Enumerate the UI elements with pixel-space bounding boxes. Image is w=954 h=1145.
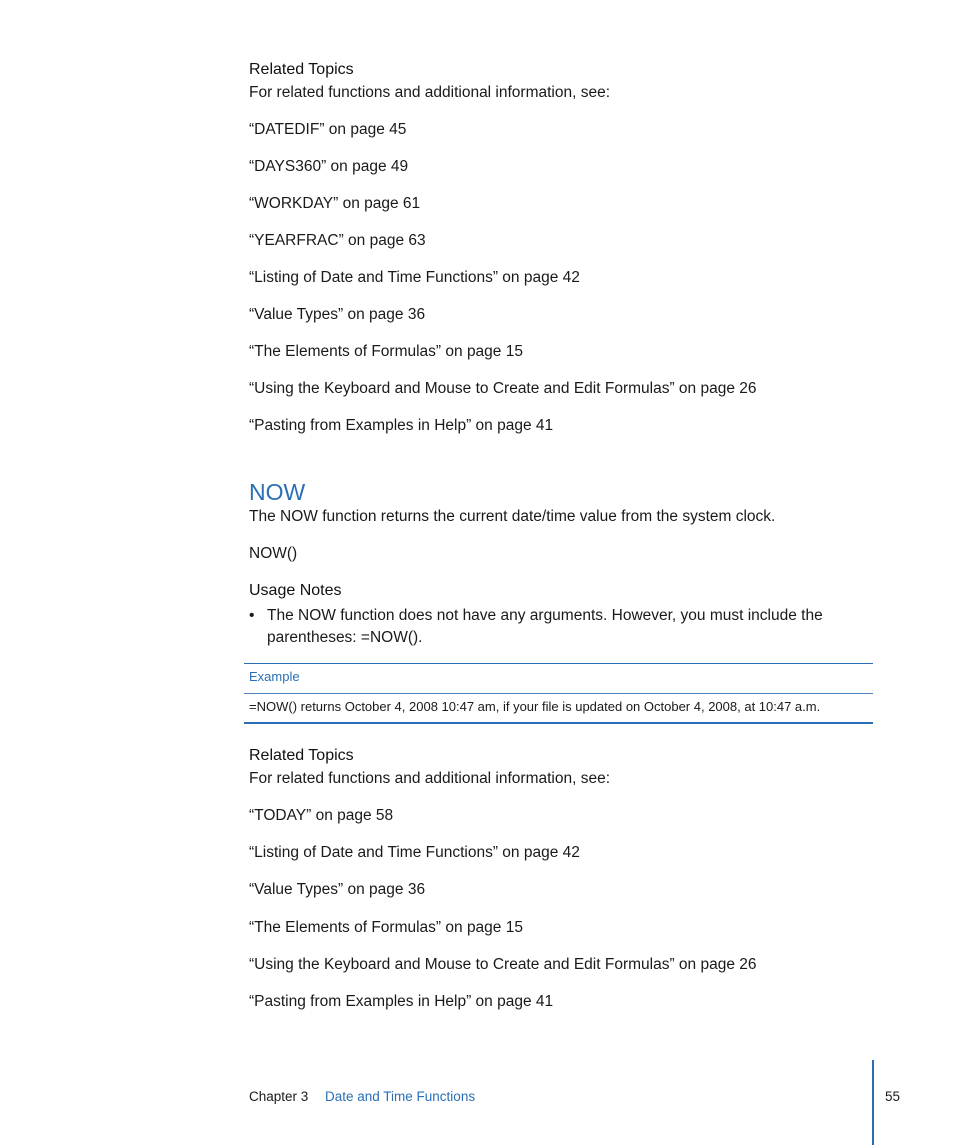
related-link-pasting-examples-2[interactable]: “Pasting from Examples in Help” on page 41: [249, 993, 554, 1010]
syntax-arguments: (): [286, 545, 298, 562]
related-topics-heading-2: Related Topics: [249, 747, 354, 764]
example-middle-rule: [244, 693, 873, 694]
related-link-elements-of-formulas-2[interactable]: “The Elements of Formulas” on page 15: [249, 919, 523, 936]
related-link-workday[interactable]: “WORKDAY” on page 61: [249, 195, 421, 212]
related-link-value-types[interactable]: “Value Types” on page 36: [249, 306, 426, 323]
footer-chapter: Chapter 3: [249, 1089, 309, 1104]
related-link-keyboard-mouse[interactable]: “Using the Keyboard and Mouse to Create and Edit Formulas” on page 26: [249, 380, 757, 397]
syntax-function-name: NOW: [249, 545, 287, 562]
related-link-listing-date-time-2[interactable]: “Listing of Date and Time Functions” on page 42: [249, 844, 580, 861]
related-link-days360[interactable]: “DAYS360” on page 49: [249, 158, 409, 175]
example-bottom-rule: [244, 722, 873, 724]
related-topics-intro-2: For related functions and additional information, see:: [249, 770, 611, 787]
related-link-yearfrac[interactable]: “YEARFRAC” on page 63: [249, 232, 426, 249]
example-top-rule: [244, 663, 873, 664]
now-description: The NOW function returns the current date/time value from the system clock.: [249, 508, 776, 525]
now-syntax: [249, 544, 297, 564]
footer-divider: [872, 1060, 874, 1145]
bullet-icon: •: [249, 607, 255, 624]
usage-note-text: The NOW function does not have any arguments. However, you must include the parentheses: =NOW().: [267, 607, 823, 646]
now-section-title: NOW: [249, 479, 306, 505]
related-link-pasting-examples[interactable]: “Pasting from Examples in Help” on page 41: [249, 417, 554, 434]
related-link-elements-of-formulas[interactable]: “The Elements of Formulas” on page 15: [249, 343, 523, 360]
related-link-keyboard-mouse-2[interactable]: “Using the Keyboard and Mouse to Create and Edit Formulas” on page 26: [249, 956, 757, 973]
usage-note-item: [249, 605, 869, 651]
related-topics-intro: For related functions and additional information, see:: [249, 84, 611, 101]
footer-chapter-title: Date and Time Functions: [325, 1089, 476, 1104]
related-link-listing-date-time[interactable]: “Listing of Date and Time Functions” on page 42: [249, 269, 580, 286]
page-number: 55: [885, 1089, 901, 1104]
related-link-today[interactable]: “TODAY” on page 58: [249, 807, 394, 824]
usage-notes-heading: Usage Notes: [249, 582, 342, 599]
related-link-value-types-2[interactable]: “Value Types” on page 36: [249, 881, 426, 898]
example-label: Example: [249, 669, 300, 684]
example-text: =NOW() returns October 4, 2008 10:47 am, if your file is updated on October 4, 2008, at 10:47 a.m.: [249, 699, 821, 714]
related-topics-heading: Related Topics: [249, 61, 354, 78]
related-link-datedif[interactable]: “DATEDIF” on page 45: [249, 121, 407, 138]
